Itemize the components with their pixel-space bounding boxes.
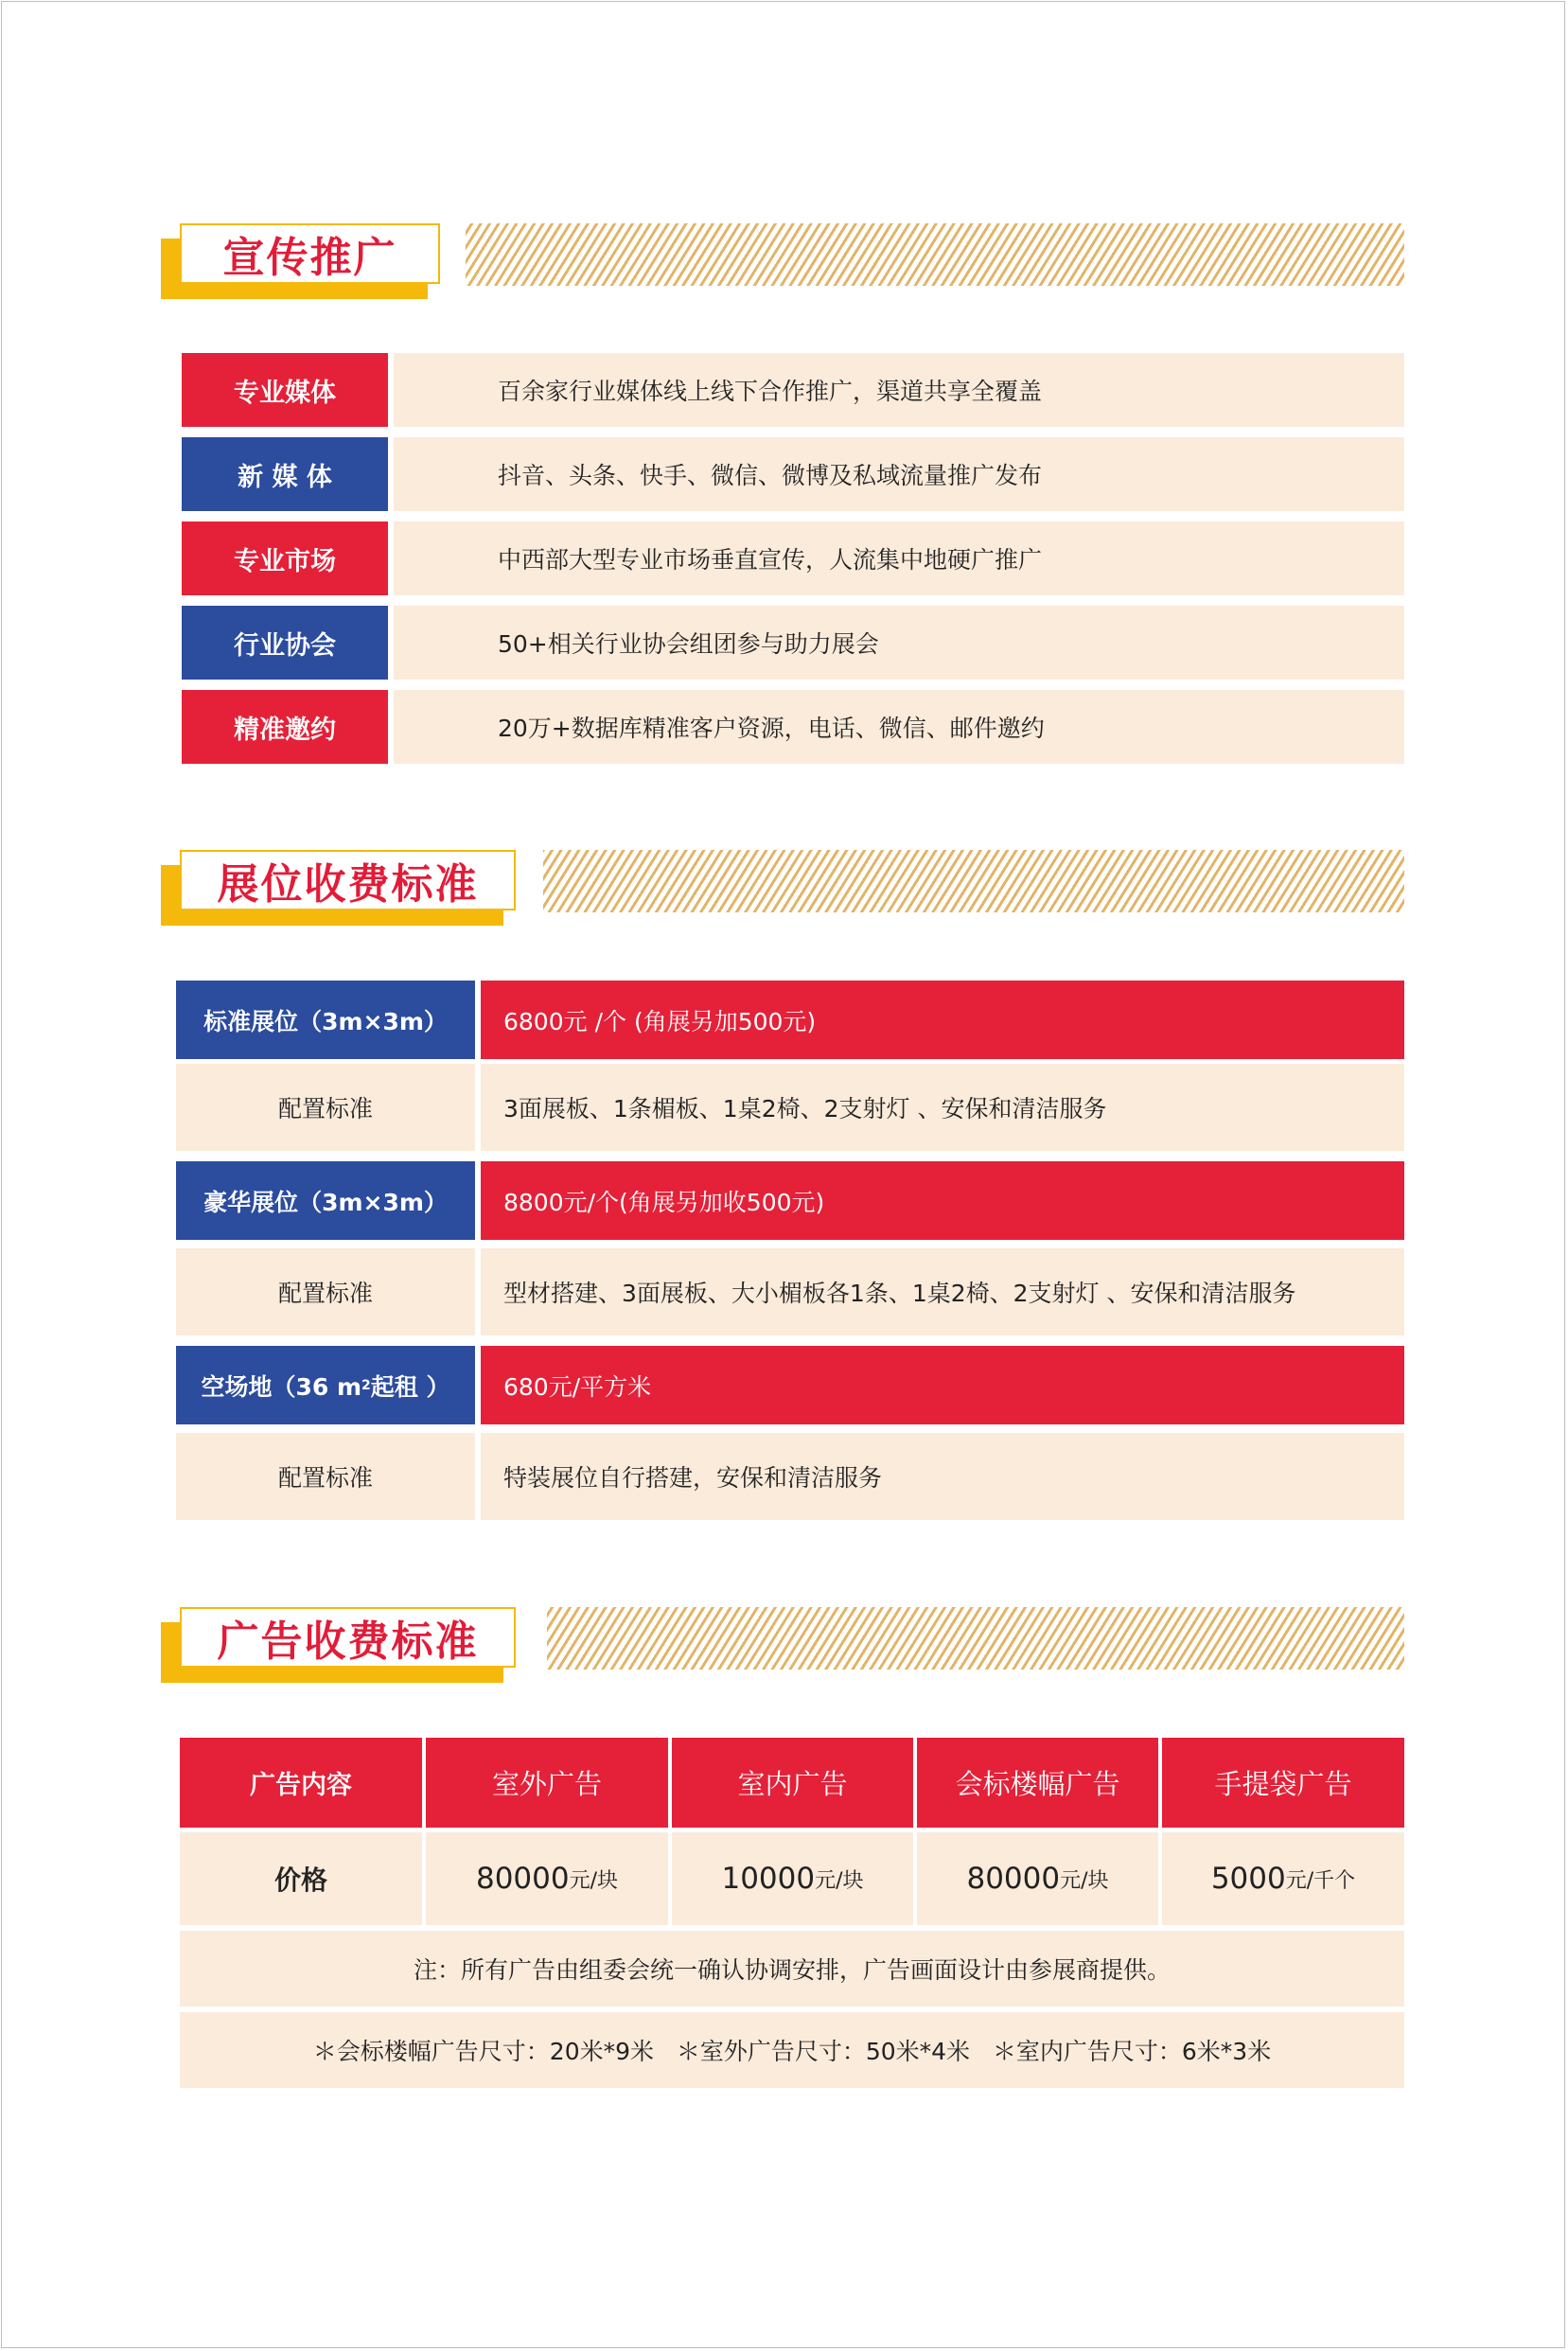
ad-header-outdoor: 室外广告 — [426, 1738, 668, 1828]
config-label: 配置标准 — [176, 1248, 475, 1335]
config-desc: 3面展板、1条楣板、1桌2椅、2支射灯 、安保和清洁服务 — [481, 1064, 1404, 1151]
promotion-label: 专业媒体 — [182, 353, 388, 427]
ad-header-bag: 手提袋广告 — [1162, 1738, 1404, 1828]
section-header-promotion — [161, 221, 445, 302]
decorative-stripes — [543, 850, 1404, 912]
promotion-desc: 百余家行业媒体线上线下合作推广，渠道共享全覆盖 — [394, 353, 1404, 427]
section-title: 广告收费标准 — [180, 1607, 516, 1668]
section-header-ads — [161, 1605, 520, 1686]
config-label: 配置标准 — [176, 1064, 475, 1151]
promotion-label: 专业市场 — [182, 521, 388, 595]
promotion-desc: 中西部大型专业市场垂直宣传，人流集中地硬广推广 — [394, 521, 1404, 595]
ad-sizes: ＊会标楼幅广告尺寸：20米*9米 ＊室外广告尺寸：50米*4米 ＊室内广告尺寸：6米*3米 — [180, 2012, 1404, 2088]
ad-price-banner: 80000 元/块 — [917, 1832, 1158, 1925]
config-label: 配置标准 — [176, 1433, 475, 1520]
booth-config-row — [176, 1433, 1404, 1520]
promotion-row — [182, 521, 1404, 595]
config-desc: 特装展位自行搭建，安保和清洁服务 — [481, 1433, 1404, 1520]
booth-price: 680元/平方米 — [481, 1346, 1404, 1424]
ad-header-indoor: 室内广告 — [672, 1738, 913, 1828]
promotion-desc: 抖音、头条、快手、微信、微博及私域流量推广发布 — [394, 437, 1404, 511]
section-title: 宣传推广 — [180, 223, 440, 284]
ad-header-banner: 会标楼幅广告 — [917, 1738, 1158, 1828]
ad-price-label: 价格 — [180, 1832, 422, 1925]
promotion-desc: 20万+数据库精准客户资源，电话、微信、邮件邀约 — [394, 690, 1404, 764]
ad-price-outdoor: 80000 元/块 — [426, 1832, 668, 1925]
promotion-row — [182, 437, 1404, 511]
booth-config-row — [176, 1248, 1404, 1335]
booth-price: 8800元/个(角展另加收500元) — [481, 1161, 1404, 1240]
config-desc: 型材搭建、3面展板、大小楣板各1条、1桌2椅、2支射灯 、安保和清洁服务 — [481, 1248, 1404, 1335]
promotion-row — [182, 690, 1404, 764]
ad-note: 注：所有广告由组委会统一确认协调安排，广告画面设计由参展商提供。 — [180, 1931, 1404, 2006]
section-header-booth — [161, 848, 520, 928]
booth-label: 豪华展位（3m×3m） — [176, 1161, 475, 1240]
booth-label: 标准展位（3m×3m） — [176, 981, 475, 1059]
decorative-stripes — [547, 1607, 1404, 1670]
booth-label: 空场地（36 m 2 起租 ） — [176, 1346, 475, 1424]
section-title: 展位收费标准 — [180, 850, 516, 910]
booth-row-deluxe — [176, 1161, 1404, 1240]
promotion-label: 行业协会 — [182, 606, 388, 680]
ad-price-bag: 5000 元/千个 — [1162, 1832, 1404, 1925]
promotion-desc: 50+相关行业协会组团参与助力展会 — [394, 606, 1404, 680]
booth-row-space — [176, 1346, 1404, 1424]
ad-price-indoor: 10000 元/块 — [672, 1832, 913, 1925]
promotion-row — [182, 606, 1404, 680]
promotion-label: 新 媒 体 — [182, 437, 388, 511]
booth-row-standard — [176, 981, 1404, 1059]
decorative-stripes — [466, 223, 1404, 286]
booth-price: 6800元 /个 (角展另加500元) — [481, 981, 1404, 1059]
promotion-row — [182, 353, 1404, 427]
promotion-label: 精准邀约 — [182, 690, 388, 764]
ad-header-content: 广告内容 — [180, 1738, 422, 1828]
booth-config-row — [176, 1064, 1404, 1151]
